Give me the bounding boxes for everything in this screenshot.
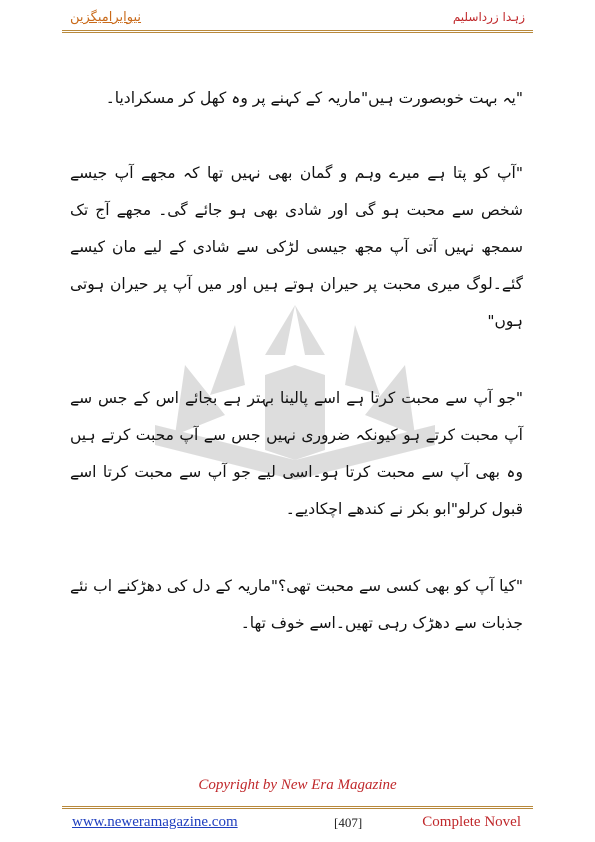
magazine-name[interactable]: نیوایرامیگزین	[70, 10, 142, 25]
article-body	[70, 80, 523, 642]
category-label: Complete Novel	[422, 814, 521, 830]
copyright-notice: Copyright by New Era Magazine	[198, 777, 397, 793]
page-footer	[62, 814, 533, 834]
author-name: زہدا زرداسلیم	[452, 10, 525, 24]
website-link[interactable]: www.neweramagazine.com	[72, 814, 238, 830]
page-header	[70, 8, 525, 30]
footer-divider	[62, 806, 533, 809]
paragraph-1: "یہ بہت خوبصورت ہیں"ماریہ کے کہنے پر وہ کھل کر مسکرادیا۔	[105, 89, 523, 107]
paragraph-2: "آپ کو پتا ہے میرے وہم و گمان بھی نہیں تھا کہ مجھے آپ جیسے شخص سے محبت ہو گی اور شادی بھی ہو جائے گی۔ مجھے آج تک سمجھ نہیں آتی آپ مجھ جیسی لڑکی سے شادی کے لیے مان کیسے گئے۔لوگ میری محبت پر حیران ہوتے ہیں اور میں آپ پر حیران ہوتی ہوں"	[70, 164, 523, 330]
paragraph-3: "جو آپ سے محبت کرتا ہے اسے پالینا بہتر ہے بجائے اس کے جس سے آپ محبت کرتے ہو کیونکہ ضروری نہیں جس سے آپ محبت کرتے ہیں وہ بھی آپ سے محبت کرتا ہو۔اسی لیے جو آپ سے محبت کرتا اسے قبول کرلو"ابو بکر نے کندھے اچکادیے۔	[70, 389, 523, 518]
page-number: [407]	[334, 815, 363, 830]
header-divider	[62, 30, 533, 33]
paragraph-4: "کیا آپ کو بھی کسی سے محبت تھی؟"ماریہ کے دل کی دھڑکنے اب نئے جذبات سے دھڑک رہی تھیں۔اسے خوف تھا۔	[70, 577, 523, 632]
